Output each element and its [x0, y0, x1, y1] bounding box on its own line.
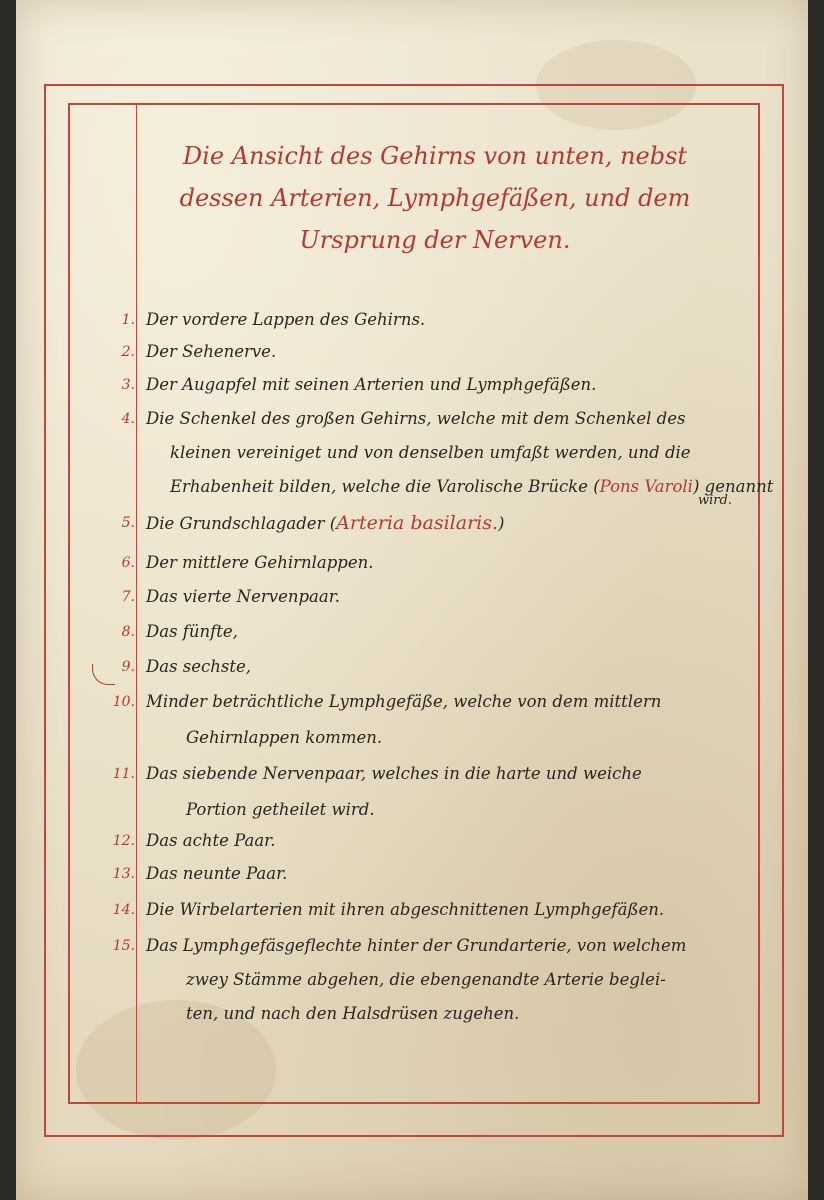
item-text-part: Die Grundschlagader ( [146, 514, 337, 533]
item-text: Minder beträchtliche Lymphgefäße, welche von dem mittlern [146, 692, 662, 711]
list-item [0, 757, 792, 827]
item-text-annotation: wird. [698, 493, 732, 508]
item-text: Der mittlere Gehirnlappen. [146, 553, 374, 572]
item-number: 15. [112, 938, 135, 954]
item-text: Das vierte Nervenpaar. [146, 587, 341, 606]
page-title [150, 135, 720, 261]
item-text: Der Sehenerve. [146, 342, 277, 361]
item-text-part: ) genannt [692, 477, 774, 496]
item-text: Die Schenkel des großen Gehirns, welche mit dem Schenkel des [146, 409, 686, 428]
item-number: 13. [112, 866, 135, 882]
item-number: 12. [112, 833, 135, 849]
item-number: 6. [121, 555, 135, 571]
item-number: 1. [121, 312, 135, 328]
item-text-continued: Gehirnlappen kommen. [186, 728, 383, 747]
item-number: 8. [121, 624, 135, 640]
item-text-continued [170, 470, 773, 504]
item-number: 3. [121, 377, 135, 393]
item-text-part: ) [498, 514, 505, 533]
item-number: 10. [112, 694, 135, 710]
item-text-part: Erhabenheit bilden, welche die Varolische Brücke ( [170, 477, 600, 496]
item-number: 11. [112, 766, 135, 782]
item-number: 7. [121, 589, 135, 605]
item-text: Das achte Paar. [146, 831, 276, 850]
item-text-continued: zwey Stämme abgehen, die ebengenandte Arterie beglei- [186, 970, 666, 989]
item-text: Das fünfte, [146, 622, 238, 641]
item-number: 14. [112, 902, 135, 918]
item-text: Das sechste, [146, 657, 251, 676]
item-text: Das neunte Paar. [146, 864, 288, 883]
item-text: Der Augapfel mit seinen Arterien und Lymphgefäßen. [146, 375, 597, 394]
item-text: Der vordere Lappen des Gehirns. [146, 310, 426, 329]
title-line-3: Ursprung der Nerven. [299, 226, 571, 254]
item-number: 9. [121, 659, 135, 675]
title-line-1: Die Ansicht des Gehirns von unten, nebst [182, 142, 688, 170]
list-item [0, 929, 792, 1039]
item-text: Das siebende Nervenpaar, welches in die harte und weiche [146, 764, 642, 783]
item-text-continued: Portion getheilet wird. [186, 800, 375, 819]
item-number: 5. [121, 515, 135, 531]
item-text-continued: ten, und nach den Halsdrüsen zugehen. [186, 1004, 520, 1023]
title-line-2: dessen Arterien, Lymphgefäßen, und dem [179, 184, 691, 212]
item-text [146, 506, 504, 541]
item-number: 2. [121, 344, 135, 360]
item-text: Die Wirbelarterien mit ihren abgeschnittenen Lymphgefäßen. [146, 900, 665, 919]
item-text-continued: kleinen vereiniget und von denselben umfaßt werden, und die [170, 443, 691, 462]
item-text: Das Lymphgefäsgeflechte hinter der Grundarterie, von welchem [146, 936, 687, 955]
item-number: 4. [121, 411, 135, 427]
list-item [0, 685, 792, 755]
latin-term: Arteria basilaris. [336, 512, 499, 534]
list-item [0, 402, 792, 512]
latin-term: Pons Varoli [599, 477, 693, 496]
